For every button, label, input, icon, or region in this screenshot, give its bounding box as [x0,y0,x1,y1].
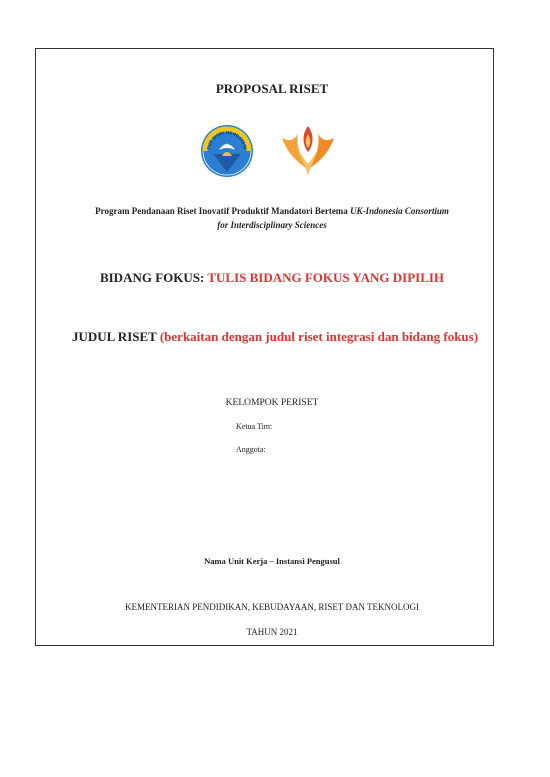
anggota-label: Anggota: [236,445,266,454]
logo-row [0,120,550,182]
program-italic-consortium: UK-Indonesia Consortium [350,206,449,216]
program-description [40,204,504,232]
ketua-tim-label: Ketua Tim: [236,422,273,431]
judul-riset [55,327,495,347]
bidang-fokus-placeholder: TULIS BIDANG FOKUS YANG DIPILIH [207,270,445,285]
judul-riset-placeholder: (berkaitan dengan judul riset integrasi dan bidang fokus) [159,329,479,344]
bidang-fokus [35,270,509,286]
kelompok-periset-heading: KELOMPOK PERISET [225,398,319,408]
bidang-fokus-label: BIDANG FOKUS: [99,270,208,285]
year-label: TAHUN 2021 [246,627,298,637]
kemdikbud-tut-wuri-handayani-logo-icon [200,124,254,178]
program-text: Program Pendanaan Riset Inovatif Produktif Mandatori Bertema [95,206,351,216]
svg-text:TUT WURI HANDAYANI: TUT WURI HANDAYANI [206,129,248,150]
program-italic-sciences: for Interdisciplinary Sciences [217,220,327,230]
unit-kerja-label: Nama Unit Kerja – Instansi Pengusul [204,556,340,566]
flame-logo-icon [276,120,340,180]
page-title: PROPOSAL RISET [215,81,329,96]
ministry-name: KEMENTERIAN PENDIDIKAN, KEBUDAYAAN, RISET DAN TEKNOLOGI [124,602,420,612]
judul-riset-label: JUDUL RISET [71,329,160,344]
